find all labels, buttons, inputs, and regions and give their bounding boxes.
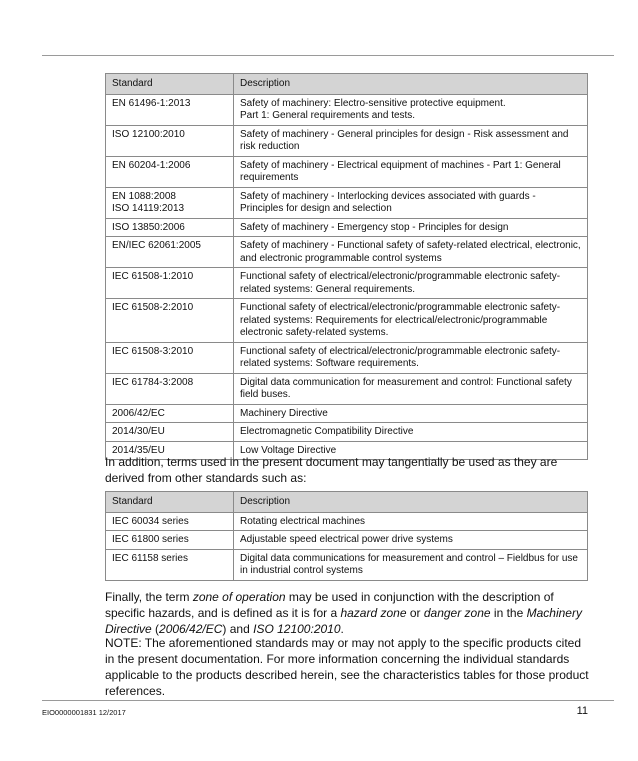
table-row: [106, 299, 588, 343]
related-standards-table: [105, 491, 588, 581]
cell-description: Electromagnetic Compatibility Directive: [234, 423, 588, 442]
table-row: [106, 373, 588, 404]
table-row: [106, 94, 588, 125]
table-row: [106, 125, 588, 156]
cell-description: Low Voltage Directive: [234, 441, 588, 460]
paragraph-zone-of-operation: [105, 589, 593, 637]
cell-description: Safety of machinery - Interlocking devices associated with guards - Principles for design and selection: [234, 187, 588, 218]
cell-standard: EN/IEC 62061:2005: [106, 237, 234, 268]
text-run: Finally, the term: [105, 590, 193, 604]
table-header-row: [106, 74, 588, 95]
cell-standard: 2014/35/EU: [106, 441, 234, 460]
text-run: .: [340, 622, 344, 636]
ref-iso-12100: ISO 12100:2010: [253, 622, 341, 636]
ref-2006-42-ec: 2006/42/EC: [159, 622, 223, 636]
column-header-description: Description: [234, 492, 588, 513]
cell-description: Safety of machinery - Electrical equipment of machines - Part 1: General requirements: [234, 156, 588, 187]
cell-standard: EN 61496-1:2013: [106, 94, 234, 125]
column-header-description: Description: [234, 74, 588, 95]
cell-description: Safety of machinery: Electro-sensitive protective equipment. Part 1: General requirements and tests.: [234, 94, 588, 125]
cell-standard: IEC 61784-3:2008: [106, 373, 234, 404]
cell-description: Safety of machinery - Emergency stop - Principles for design: [234, 218, 588, 237]
text-run: may be used in conjunction with the description of specific hazards, and is defined as it is for a: [105, 590, 554, 620]
text-run: or: [406, 606, 424, 620]
table-row: [106, 268, 588, 299]
text-run: in the: [490, 606, 527, 620]
table-row: [106, 218, 588, 237]
column-header-standard: Standard: [106, 74, 234, 95]
page-number: 11: [576, 705, 588, 717]
cell-description: Functional safety of electrical/electronic/programmable electronic safety-related systems: General requirements.: [234, 268, 588, 299]
cell-description: Safety of machinery - General principles for design - Risk assessment and risk reduction: [234, 125, 588, 156]
footer-doc-id: EIO0000001831 12/2017: [42, 708, 126, 717]
cell-standard: EN 60204-1:2006: [106, 156, 234, 187]
cell-description: Rotating electrical machines: [234, 512, 588, 531]
note-label: NOTE:: [105, 636, 142, 650]
paragraph-additional-standards: In addition, terms used in the present document may tangentially be used as they are derived from other standards such as:: [105, 455, 558, 485]
cell-standard: 2014/30/EU: [106, 423, 234, 442]
table-row: [106, 342, 588, 373]
cell-standard: ISO 12100:2010: [106, 125, 234, 156]
cell-standard: ISO 13850:2006: [106, 218, 234, 237]
cell-description: Adjustable speed electrical power drive systems: [234, 531, 588, 550]
table-row: [106, 156, 588, 187]
note-paragraph: [105, 635, 593, 699]
cell-standard: 2006/42/EC: [106, 404, 234, 423]
term-hazard-zone: hazard zone: [340, 606, 407, 620]
header-rule: [42, 55, 614, 56]
table-row: [106, 531, 588, 550]
cell-description: Functional safety of electrical/electronic/programmable electronic safety-related systems: Software requirements.: [234, 342, 588, 373]
cell-description: Digital data communication for measurement and control: Functional safety field buses.: [234, 373, 588, 404]
standards-table: [105, 73, 588, 460]
cell-standard: IEC 60034 series: [106, 512, 234, 531]
text-run: (: [151, 622, 160, 636]
ref-machinery-directive: Machinery Directive: [105, 606, 582, 636]
table-row: [106, 549, 588, 580]
table-row: [106, 187, 588, 218]
cell-standard: IEC 61508-3:2010: [106, 342, 234, 373]
cell-standard: EN 1088:2008 ISO 14119:2013: [106, 187, 234, 218]
cell-standard: IEC 61508-1:2010: [106, 268, 234, 299]
table-row: [106, 423, 588, 442]
cell-standard: IEC 61158 series: [106, 549, 234, 580]
cell-description: Digital data communications for measurement and control – Fieldbus for use in industrial control systems: [234, 549, 588, 580]
cell-description: Functional safety of electrical/electronic/programmable electronic safety-related systems: Requirements for electrical/electronic/programmable electronic safety-related systems.: [234, 299, 588, 343]
table-row: [106, 404, 588, 423]
table-row: [106, 512, 588, 531]
term-danger-zone: danger zone: [423, 606, 491, 620]
text-run: ) and: [222, 622, 254, 636]
cell-description: Machinery Directive: [234, 404, 588, 423]
footer-rule: [42, 700, 614, 701]
column-header-standard: Standard: [106, 492, 234, 513]
cell-description: Safety of machinery - Functional safety of safety-related electrical, electronic, and electronic programmable control systems: [234, 237, 588, 268]
table-header-row: [106, 492, 588, 513]
cell-standard: IEC 61800 series: [106, 531, 234, 550]
cell-standard: IEC 61508-2:2010: [106, 299, 234, 343]
table-row: [106, 237, 588, 268]
term-zone-of-operation: zone of operation: [192, 590, 286, 604]
note-text: The aforementioned standards may or may not apply to the specific products cited in the present documentation. For more information concerning the individual standards applicable to the products described herein, see the characteristics tables for those product references.: [105, 636, 589, 698]
